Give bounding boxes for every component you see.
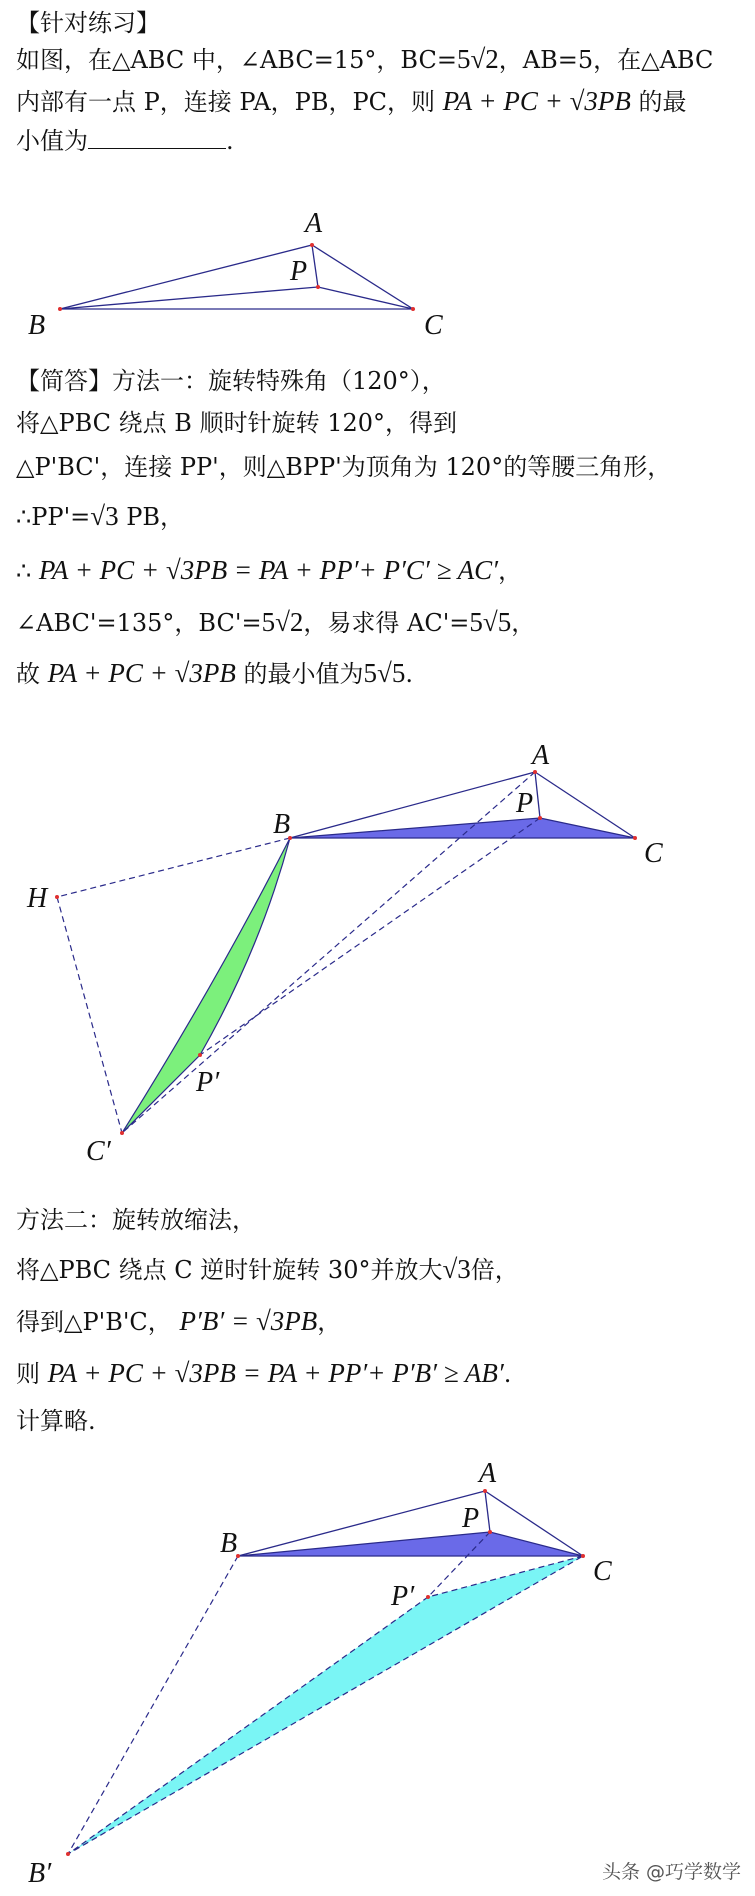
answer-blank xyxy=(88,124,226,149)
problem-line-3 xyxy=(16,124,234,156)
label-c: C xyxy=(593,1556,612,1587)
segment-hc-prime xyxy=(57,897,122,1133)
math-expr: √3 xyxy=(90,501,119,531)
segment-bb-prime xyxy=(68,1556,238,1854)
label-a: A xyxy=(479,1458,497,1489)
math-expr: PA + PC + √3PB xyxy=(47,658,236,688)
shaded-triangle-pbc xyxy=(238,1532,583,1556)
method1-text: 的最小值为 xyxy=(243,660,364,688)
figure-method1 xyxy=(0,730,755,1170)
method1-text: ∴ xyxy=(16,557,32,585)
method2-text: 则 xyxy=(16,1360,40,1388)
method1-text: ∠ABC'=135°，BC'= xyxy=(16,609,262,637)
method1-line-5 xyxy=(16,555,522,586)
shaded-triangle-pb-prime-c xyxy=(68,1556,583,1854)
problem-text: 小值为 xyxy=(16,127,88,155)
math-expr: PA + PC + √3PB = PA + PP′+ P′C′ ≥ AC′ xyxy=(38,555,499,585)
watermark-text: 头条 @巧学数学 xyxy=(601,1861,741,1883)
segment-ac-prime xyxy=(122,772,535,1133)
label-c: C xyxy=(644,838,663,869)
segment-ap xyxy=(485,1491,490,1532)
math-expr: PA + PC + √3PB xyxy=(442,86,631,116)
method2-line-5: 计算略. xyxy=(16,1407,96,1435)
method1-text: . xyxy=(405,660,414,688)
label-b-prime: B′ xyxy=(28,1858,52,1889)
problem-heading: 【针对练习】 xyxy=(16,9,160,37)
method2-line-3 xyxy=(16,1306,341,1337)
math-expr: PA + PC + √3PB = PA + PP′+ P′B′ ≥ AB′ xyxy=(47,1358,504,1388)
label-p: P xyxy=(462,1503,480,1534)
method2-line-2 xyxy=(16,1254,519,1285)
method1-line-2: 将△PBC 绕点 B 顺时针旋转 120°，得到 xyxy=(16,409,458,437)
label-b: B xyxy=(273,809,291,840)
point-c xyxy=(633,836,637,840)
method1-text: 故 xyxy=(16,660,40,688)
label-p: P xyxy=(516,788,534,819)
math-expr: 5√5 xyxy=(469,607,512,637)
problem-text: . xyxy=(226,127,234,155)
figure-method2 xyxy=(0,1460,755,1890)
shaded-triangle-pbc xyxy=(290,818,635,838)
point-h xyxy=(55,895,59,899)
point-p xyxy=(488,1530,492,1534)
math-expr: 5√2 xyxy=(456,44,499,74)
problem-text: ，AB=5，在△ABC xyxy=(498,46,714,74)
problem-text: 的最 xyxy=(638,88,687,116)
label-h: H xyxy=(27,883,48,914)
method1-text: ， xyxy=(498,557,523,585)
figure-triangle-abc xyxy=(0,170,755,350)
method1-text: ，易求得 AC'= xyxy=(303,609,470,637)
method2-text: 倍， xyxy=(470,1256,519,1284)
method2-line-4 xyxy=(16,1358,511,1389)
label-p-prime: P′ xyxy=(196,1067,220,1098)
method2-text: 将△PBC 绕点 C 逆时针旋转 30°并放大 xyxy=(16,1256,443,1284)
segment-ap xyxy=(535,772,540,818)
label-p-prime: P′ xyxy=(391,1581,415,1612)
problem-text: 内部有一点 P，连接 PA，PB，PC，则 xyxy=(16,88,435,116)
problem-line-1 xyxy=(16,44,713,75)
method2-text: 得到△P'B'C， xyxy=(16,1308,172,1336)
point-a xyxy=(310,243,314,247)
point-c-prime xyxy=(120,1131,124,1135)
method1-text: ∴PP'= xyxy=(16,503,91,531)
problem-line-2 xyxy=(16,86,687,117)
segment-pc xyxy=(318,287,413,309)
method1-line-6 xyxy=(16,607,535,638)
segment-pb xyxy=(60,287,318,309)
math-expr: √3 xyxy=(442,1254,471,1284)
point-p xyxy=(538,816,542,820)
point-p xyxy=(316,285,320,289)
method1-line-7 xyxy=(16,658,413,689)
label-a: A xyxy=(532,740,550,771)
math-expr: 5√5 xyxy=(363,658,406,688)
problem-text: 如图，在△ABC 中，∠ABC=15°，BC= xyxy=(16,46,457,74)
label-a: A xyxy=(305,208,323,239)
method1-line-1: 【简答】方法一：旋转特殊角（120°）， xyxy=(16,367,446,395)
point-c xyxy=(581,1554,585,1558)
point-b-prime xyxy=(66,1852,70,1856)
method1-text: PB， xyxy=(126,503,185,531)
segment-pa xyxy=(312,245,318,287)
method2-line-1: 方法二：旋转放缩法， xyxy=(16,1206,256,1234)
method1-text: ， xyxy=(511,609,536,637)
point-b xyxy=(58,307,62,311)
method2-text: . xyxy=(503,1360,512,1388)
label-b: B xyxy=(220,1528,238,1559)
method2-text: ， xyxy=(317,1308,342,1336)
label-c: C xyxy=(424,310,443,341)
label-c-prime: C′ xyxy=(86,1136,111,1167)
math-expr: P′B′ = √3PB xyxy=(179,1306,318,1336)
label-p: P xyxy=(290,256,308,287)
point-a xyxy=(483,1489,487,1493)
method1-line-4 xyxy=(16,501,184,532)
triangle-abc xyxy=(60,245,413,309)
method1-line-3: △P'BC'，连接 PP'，则△BPP'为顶角为 120°的等腰三角形， xyxy=(16,453,672,481)
point-c xyxy=(411,307,415,311)
segment-bh xyxy=(57,838,290,897)
point-p-prime xyxy=(198,1053,202,1057)
math-expr: 5√2 xyxy=(261,607,304,637)
point-p-prime xyxy=(426,1595,430,1599)
label-b: B xyxy=(28,310,46,341)
